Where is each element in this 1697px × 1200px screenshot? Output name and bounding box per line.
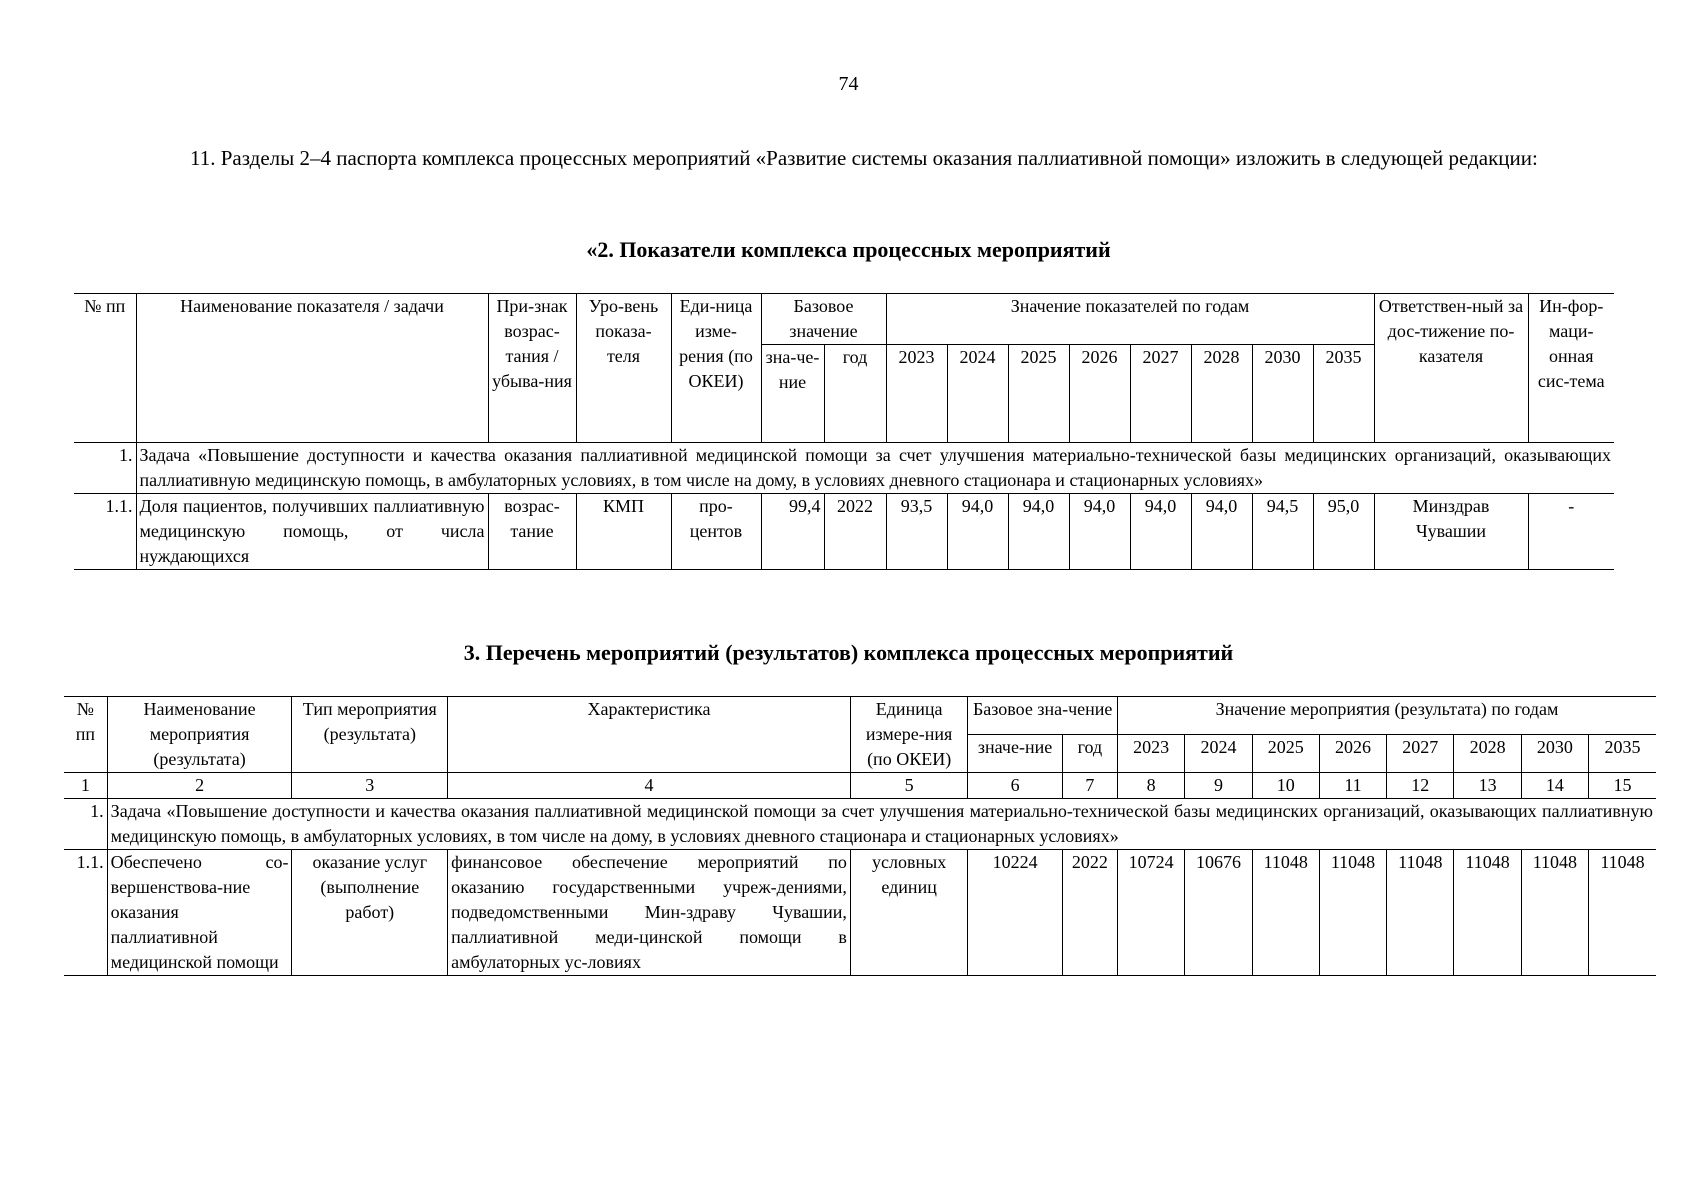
column-number: 15 [1589,773,1657,799]
row-responsible: Минздрав Чувашии [1374,494,1528,570]
row-value: 11048 [1589,850,1657,976]
header-year: 2025 [1252,735,1319,773]
row-name: Доля пациентов, получивших паллиативную медицинскую помощь, от числа нуждающихся [136,494,488,570]
header-values-by-year: Значение мероприятия (результата) по годам [1118,697,1656,735]
row-unit: про-центов [671,494,761,570]
row-value: 95,0 [1313,494,1374,570]
column-number: 7 [1062,773,1117,799]
header-year: 2024 [1185,735,1252,773]
header-unit: Еди-ница изме-рения (по ОКЕИ) [671,294,761,443]
column-number: 2 [107,773,292,799]
column-number: 1 [64,773,107,799]
header-year: 2026 [1069,345,1130,443]
header-base: Базовое значение [761,294,886,345]
header-year: 2035 [1313,345,1374,443]
task-num: 1. [64,799,107,850]
column-number: 6 [968,773,1062,799]
row-base-value: 10224 [968,850,1062,976]
header-num: № пп [74,294,136,443]
header-year: 2023 [886,345,947,443]
row-name: Обеспечено со-вершенствова-ние оказания паллиативной медицинской помощи [107,850,292,976]
row-info-system: - [1528,494,1614,570]
header-sign: При-знак возрас-тания / убыва-ния [488,294,576,443]
column-number: 8 [1118,773,1185,799]
row-level: КМП [576,494,671,570]
header-year: 2027 [1387,735,1454,773]
row-value: 94,0 [947,494,1008,570]
header-name: Наименование мероприятия (результата) [107,697,292,773]
header-level: Уро-вень показа-теля [576,294,671,443]
row-value: 11048 [1387,850,1454,976]
row-value: 11048 [1319,850,1386,976]
header-year: 2026 [1319,735,1386,773]
row-value: 11048 [1252,850,1319,976]
header-year: 2028 [1191,345,1252,443]
column-number: 10 [1252,773,1319,799]
page-number: 74 [838,73,859,95]
header-year: 2024 [947,345,1008,443]
row-value: 94,0 [1191,494,1252,570]
header-year: 2027 [1130,345,1191,443]
activities-table [64,696,1656,976]
row-base-year: 2022 [824,494,886,570]
header-characteristic: Характеристика [448,697,851,773]
row-value: 94,0 [1130,494,1191,570]
row-sign: возрас-тание [488,494,576,570]
header-base-value: зна-че-ние [761,345,824,443]
header-base-value: значе-ние [968,735,1062,773]
column-number: 12 [1387,773,1454,799]
column-number: 9 [1185,773,1252,799]
header-base-year: год [824,345,886,443]
header-year: 2030 [1252,345,1313,443]
row-base-value: 99,4 [761,494,824,570]
column-number: 13 [1454,773,1521,799]
row-value: 10676 [1185,850,1252,976]
column-number: 5 [850,773,968,799]
column-number: 11 [1319,773,1386,799]
row-base-year: 2022 [1062,850,1117,976]
row-value: 94,0 [1008,494,1069,570]
header-info-system: Ин-фор-маци-онная сис-тема [1528,294,1614,443]
task-text: Задача «Повышение доступности и качества оказания паллиативной медицинской помощи за счет улучшения материально-технической базы медицинских организаций, оказывающих паллиативную медицинскую помощь, в амбулаторных условиях, в том числе на дому, в условиях дневного стационара и стационарных условиях» [107,799,1656,850]
task-num: 1. [74,443,136,494]
row-value: 10724 [1118,850,1185,976]
section-3-title: 3. Перечень мероприятий (результатов) комплекса процессных мероприятий [463,640,1234,665]
row-num: 1.1. [64,850,107,976]
row-unit: условных единиц [850,850,968,976]
header-type: Тип мероприятия (результата) [292,697,448,773]
row-num: 1.1. [74,494,136,570]
column-number: 3 [292,773,448,799]
header-responsible: Ответствен-ный за дос-тижение по-казателя [1374,294,1528,443]
row-value: 94,5 [1252,494,1313,570]
column-number: 14 [1521,773,1588,799]
indicators-table [74,293,1614,570]
section-2-title: «2. Показатели комплекса процессных мероприятий [586,237,1111,262]
row-value: 94,0 [1069,494,1130,570]
task-text: Задача «Повышение доступности и качества оказания паллиативной медицинской помощи за счет улучшения материально-технической базы медицинских организаций, оказывающих паллиативную медицинскую помощь, в амбулаторных условиях, в том числе на дому, в условиях дневного стационара и стационарных условиях» [136,443,1614,494]
column-number: 4 [448,773,851,799]
header-year: 2025 [1008,345,1069,443]
header-year: 2030 [1521,735,1588,773]
row-type: оказание услуг (выполнение работ) [292,850,448,976]
header-year: 2028 [1454,735,1521,773]
header-name: Наименование показателя / задачи [136,294,488,443]
row-value: 11048 [1454,850,1521,976]
header-base: Базовое зна-чение [968,697,1118,735]
header-year: 2035 [1589,735,1657,773]
intro-paragraph: 11. Разделы 2–4 паспорта комплекса процессных мероприятий «Развитие системы оказания паллиативной помощи» изложить в следующей редакции: [190,146,1538,170]
header-num: № пп [64,697,107,773]
header-base-year: год [1062,735,1117,773]
header-unit: Единица измере-ния (по ОКЕИ) [850,697,968,773]
row-characteristic: финансовое обеспечение мероприятий по оказанию государственными учреж-дениями, подведомственными Мин-здраву Чувашии, паллиативной меди-цинской помощи в амбулаторных ус-ловиях [448,850,851,976]
row-value: 11048 [1521,850,1588,976]
header-values-by-year: Значение показателей по годам [886,294,1374,345]
header-year: 2023 [1118,735,1185,773]
row-value: 93,5 [886,494,947,570]
